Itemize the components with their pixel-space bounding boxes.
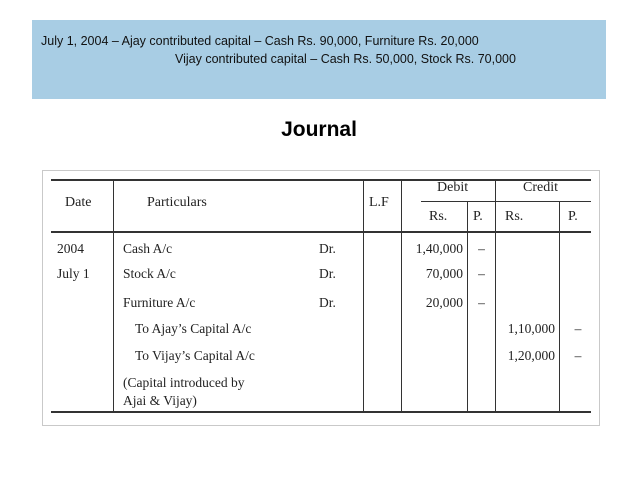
narration-line-1: (Capital introduced by bbox=[123, 375, 245, 390]
narration-line-2: Ajai & Vijay) bbox=[123, 393, 197, 408]
credit-vijay-capital: 1,20,000 bbox=[507, 348, 555, 363]
top-rule bbox=[51, 179, 591, 181]
header-bottom-rule bbox=[51, 231, 591, 233]
debit-stock: 70,000 bbox=[425, 266, 463, 281]
header-credit-p: P. bbox=[568, 209, 578, 224]
header-debit-p: P. bbox=[473, 209, 483, 224]
debit-p-furniture: – bbox=[478, 295, 485, 310]
date-day: July 1 bbox=[57, 266, 90, 281]
credit-ajay-capital: 1,10,000 bbox=[507, 321, 555, 336]
bottom-rule bbox=[51, 411, 591, 413]
header-lf: L.F bbox=[369, 195, 389, 210]
page-title: Journal bbox=[281, 118, 357, 141]
debit-cash: 1,40,000 bbox=[415, 241, 463, 256]
header-credit: Credit bbox=[523, 180, 558, 195]
debit-p-stock: – bbox=[478, 266, 485, 281]
question-banner bbox=[32, 20, 606, 99]
particular-vijay-capital: To Vijay’s Capital A/c bbox=[135, 348, 255, 363]
date-year: 2004 bbox=[57, 241, 84, 256]
journal-table bbox=[42, 170, 600, 426]
debit-credit-subrule bbox=[421, 201, 591, 202]
col-rule-particulars bbox=[363, 179, 364, 413]
col-rule-debit bbox=[495, 179, 496, 413]
particular-stock: Stock A/c bbox=[123, 266, 176, 281]
credit-p-vijay-capital: – bbox=[574, 348, 582, 363]
banner-line-vijay: Vijay contributed capital – Cash Rs. 50,000, Stock Rs. 70,000 bbox=[175, 52, 516, 66]
debit-p-cash: – bbox=[478, 241, 485, 256]
credit-p-ajay-capital: – bbox=[574, 321, 582, 336]
dr-cash: Dr. bbox=[319, 241, 336, 256]
header-date: Date bbox=[65, 195, 92, 210]
particular-furniture: Furniture A/c bbox=[123, 295, 196, 310]
debit-furniture: 20,000 bbox=[425, 295, 463, 310]
dr-stock: Dr. bbox=[319, 266, 336, 281]
header-debit: Debit bbox=[437, 180, 469, 195]
header-particulars: Particulars bbox=[147, 195, 207, 210]
header-credit-rs: Rs. bbox=[505, 209, 524, 224]
col-rule-date bbox=[113, 179, 114, 413]
particular-cash: Cash A/c bbox=[123, 241, 173, 256]
col-rule-credit-rs bbox=[559, 202, 560, 413]
particular-ajay-capital: To Ajay’s Capital A/c bbox=[135, 321, 252, 336]
banner-line-ajay: July 1, 2004 – Ajay contributed capital – Cash Rs. 90,000, Furniture Rs. 20,000 bbox=[41, 34, 479, 48]
header-debit-rs: Rs. bbox=[429, 209, 448, 224]
dr-furniture: Dr. bbox=[319, 295, 336, 310]
